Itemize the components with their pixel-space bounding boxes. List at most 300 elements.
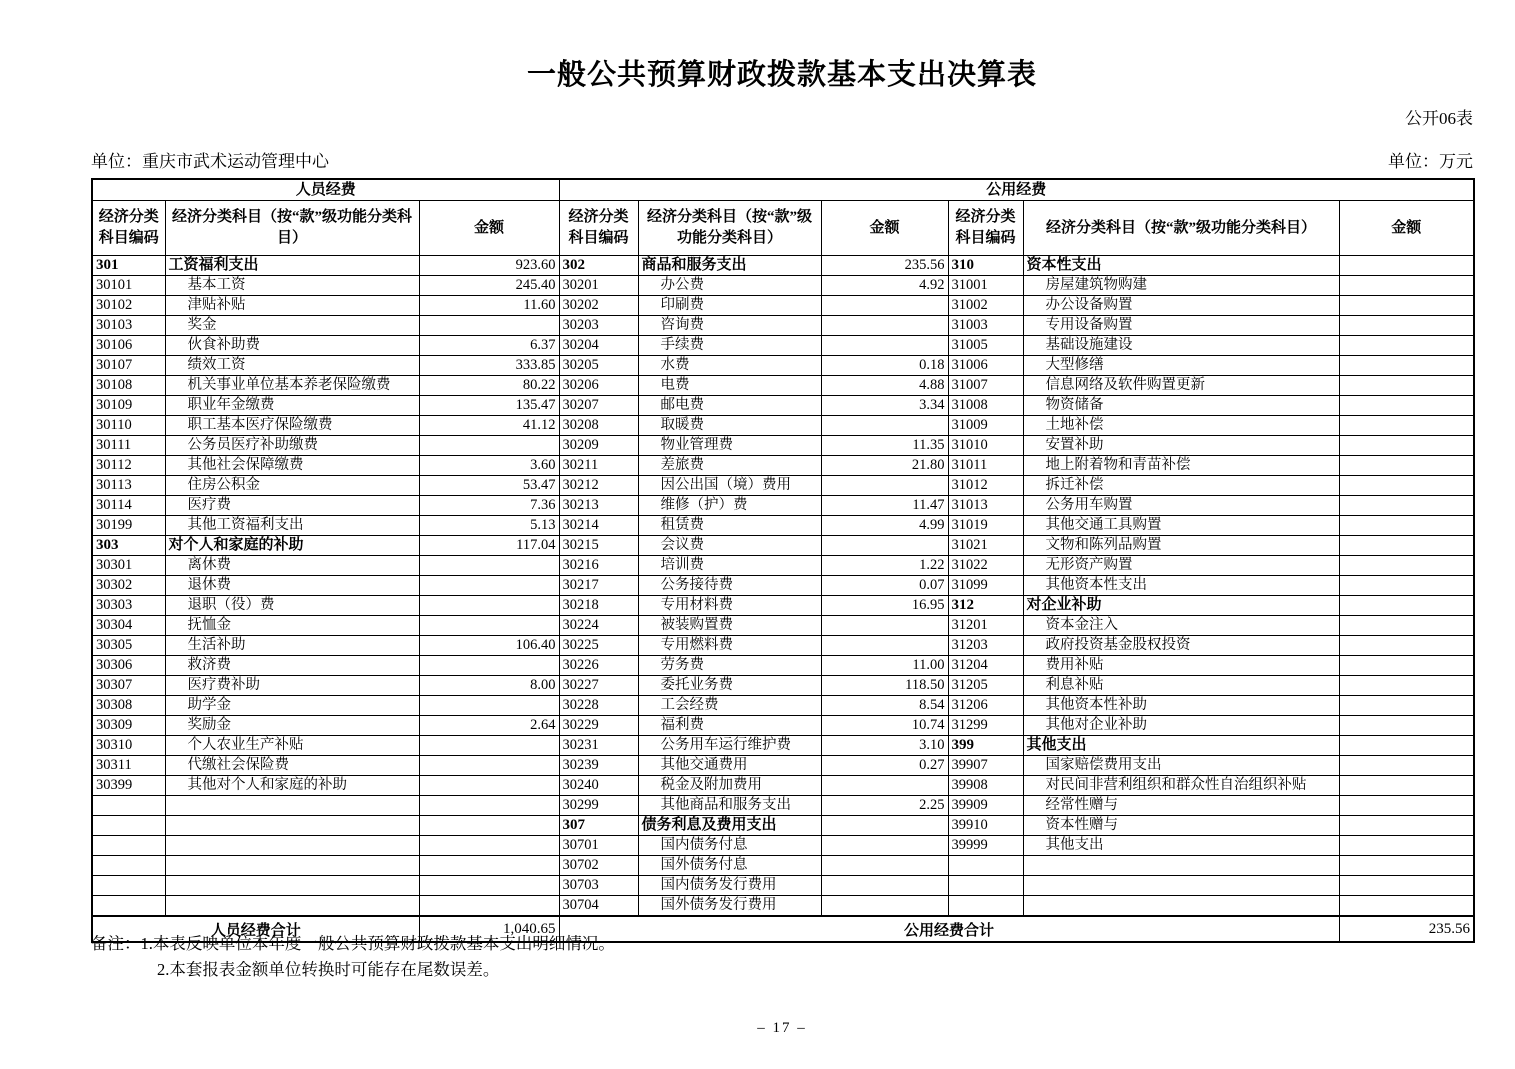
- amount-cell: 6.37: [419, 336, 559, 356]
- subject-cell: 资本性支出: [1023, 256, 1339, 276]
- code-cell: 30112: [92, 456, 165, 476]
- subject-cell: 个人农业生产补贴: [165, 736, 419, 756]
- subject-cell: 地上附着物和青苗补偿: [1023, 456, 1339, 476]
- amount-cell: [1339, 796, 1474, 816]
- subject-cell: 差旅费: [638, 456, 821, 476]
- subject-cell: [165, 816, 419, 836]
- amount-cell: [821, 776, 948, 796]
- amount-cell: [1339, 556, 1474, 576]
- amount-cell: [419, 856, 559, 876]
- code-cell: 30704: [559, 896, 638, 917]
- subject-cell: 其他交通费用: [638, 756, 821, 776]
- code-cell: 31012: [948, 476, 1023, 496]
- subject-cell: 对企业补助: [1023, 596, 1339, 616]
- subject-cell: 利息补贴: [1023, 676, 1339, 696]
- subject-cell: 费用补贴: [1023, 656, 1339, 676]
- subject-cell: 商品和服务支出: [638, 256, 821, 276]
- subject-cell: 公务用车购置: [1023, 496, 1339, 516]
- code-cell: 31022: [948, 556, 1023, 576]
- amount-cell: [1339, 756, 1474, 776]
- code-cell: 30305: [92, 636, 165, 656]
- table-row: [92, 796, 1474, 816]
- subject-cell: 职业年金缴费: [165, 396, 419, 416]
- col-header-code-1: 经济分类科目编码: [92, 201, 165, 256]
- subject-cell: 国外债务发行费用: [638, 896, 821, 917]
- subject-cell: 奖励金: [165, 716, 419, 736]
- code-cell: 31203: [948, 636, 1023, 656]
- subject-cell: 抚恤金: [165, 616, 419, 636]
- subject-cell: 办公设备购置: [1023, 296, 1339, 316]
- amount-cell: [419, 816, 559, 836]
- table-row: [92, 636, 1474, 656]
- code-cell: 30106: [92, 336, 165, 356]
- amount-cell: [419, 736, 559, 756]
- code-cell: 30215: [559, 536, 638, 556]
- col-header-amount-2: 金额: [821, 201, 948, 256]
- table-row: [92, 696, 1474, 716]
- amount-cell: [1339, 536, 1474, 556]
- subject-cell: 基础设施建设: [1023, 336, 1339, 356]
- subject-cell: 救济费: [165, 656, 419, 676]
- table-header: [92, 179, 1474, 256]
- subject-cell: 其他资本性补助: [1023, 696, 1339, 716]
- subject-cell: 其他交通工具购置: [1023, 516, 1339, 536]
- subject-cell: 物业管理费: [638, 436, 821, 456]
- code-cell: 30310: [92, 736, 165, 756]
- code-cell: 30217: [559, 576, 638, 596]
- amount-cell: 5.13: [419, 516, 559, 536]
- amount-cell: [1339, 876, 1474, 896]
- code-cell: 39999: [948, 836, 1023, 856]
- subject-cell: 公务员医疗补助缴费: [165, 436, 419, 456]
- code-cell: 30225: [559, 636, 638, 656]
- subject-cell: 对民间非营利组织和群众性自治组织补贴: [1023, 776, 1339, 796]
- amount-cell: 118.50: [821, 676, 948, 696]
- subject-cell: 其他社会保障缴费: [165, 456, 419, 476]
- subject-cell: [165, 876, 419, 896]
- table-row: [92, 616, 1474, 636]
- unit-name: 单位：重庆市武术运动管理中心: [91, 152, 329, 171]
- table-row: [92, 376, 1474, 396]
- code-cell: 30303: [92, 596, 165, 616]
- subject-cell: 办公费: [638, 276, 821, 296]
- code-cell: 30109: [92, 396, 165, 416]
- code-cell: 30103: [92, 316, 165, 336]
- table-row: [92, 736, 1474, 756]
- code-cell: 30101: [92, 276, 165, 296]
- amount-cell: [1339, 736, 1474, 756]
- amount-cell: [419, 796, 559, 816]
- code-cell: 30309: [92, 716, 165, 736]
- subject-cell: 其他支出: [1023, 836, 1339, 856]
- subject-cell: 退职（役）费: [165, 596, 419, 616]
- note-line-1: [91, 931, 615, 957]
- table-row: [92, 556, 1474, 576]
- subject-cell: 国外债务付息: [638, 856, 821, 876]
- amount-cell: 1.22: [821, 556, 948, 576]
- table-row: [92, 296, 1474, 316]
- table-row: [92, 256, 1474, 276]
- subject-cell: 国家赔偿费用支出: [1023, 756, 1339, 776]
- code-cell: 31204: [948, 656, 1023, 676]
- code-cell: 31005: [948, 336, 1023, 356]
- amount-cell: 4.99: [821, 516, 948, 536]
- code-cell: 30229: [559, 716, 638, 736]
- code-cell: 30114: [92, 496, 165, 516]
- amount-cell: [1339, 696, 1474, 716]
- subject-cell: 水费: [638, 356, 821, 376]
- subject-cell: 被装购置费: [638, 616, 821, 636]
- code-cell: 30113: [92, 476, 165, 496]
- col-header-subject-3: 经济分类科目（按“款”级功能分类科目）: [1023, 201, 1339, 256]
- group-header-personnel: 人员经费: [92, 179, 559, 201]
- amount-cell: [821, 856, 948, 876]
- amount-cell: [821, 816, 948, 836]
- expenditure-table-wrap: [91, 178, 1475, 943]
- subject-cell: 生活补助: [165, 636, 419, 656]
- amount-cell: 11.47: [821, 496, 948, 516]
- subject-cell: 拆迁补偿: [1023, 476, 1339, 496]
- subject-cell: 国内债务付息: [638, 836, 821, 856]
- code-cell: 30206: [559, 376, 638, 396]
- code-cell: 31021: [948, 536, 1023, 556]
- personnel-total-amount: 1,040.65: [419, 916, 559, 942]
- table-body: [92, 256, 1474, 917]
- subject-cell: 公务接待费: [638, 576, 821, 596]
- subject-cell: 其他商品和服务支出: [638, 796, 821, 816]
- code-cell: 31205: [948, 676, 1023, 696]
- code-cell: 30108: [92, 376, 165, 396]
- amount-cell: [419, 896, 559, 917]
- subject-cell: 医疗费: [165, 496, 419, 516]
- code-cell: 30239: [559, 756, 638, 776]
- subject-cell: 因公出国（境）费用: [638, 476, 821, 496]
- code-cell: 39907: [948, 756, 1023, 776]
- subject-cell: 机关事业单位基本养老保险缴费: [165, 376, 419, 396]
- code-cell: [92, 876, 165, 896]
- subject-cell: 职工基本医疗保险缴费: [165, 416, 419, 436]
- amount-cell: [821, 416, 948, 436]
- code-cell: 30203: [559, 316, 638, 336]
- table-row: [92, 816, 1474, 836]
- amount-cell: [1339, 356, 1474, 376]
- notes-label: 备注：: [91, 934, 141, 953]
- amount-cell: [1339, 416, 1474, 436]
- col-header-amount-1: 金额: [419, 201, 559, 256]
- table-row: [92, 676, 1474, 696]
- amount-cell: 333.85: [419, 356, 559, 376]
- amount-cell: 106.40: [419, 636, 559, 656]
- code-cell: 31009: [948, 416, 1023, 436]
- table-row: [92, 336, 1474, 356]
- code-cell: 39909: [948, 796, 1023, 816]
- amount-cell: [1339, 396, 1474, 416]
- code-cell: 310: [948, 256, 1023, 276]
- subject-cell: [165, 856, 419, 876]
- code-cell: [92, 796, 165, 816]
- table-row: [92, 856, 1474, 876]
- amount-cell: 245.40: [419, 276, 559, 296]
- code-cell: 30308: [92, 696, 165, 716]
- code-cell: 39910: [948, 816, 1023, 836]
- amount-cell: 2.25: [821, 796, 948, 816]
- amount-cell: [1339, 656, 1474, 676]
- amount-cell: [1339, 576, 1474, 596]
- code-cell: 30399: [92, 776, 165, 796]
- amount-cell: [419, 876, 559, 896]
- amount-cell: [821, 476, 948, 496]
- amount-cell: 11.60: [419, 296, 559, 316]
- amount-cell: [1339, 676, 1474, 696]
- subject-cell: 维修（护）费: [638, 496, 821, 516]
- subject-cell: 住房公积金: [165, 476, 419, 496]
- code-cell: 39908: [948, 776, 1023, 796]
- code-cell: 30111: [92, 436, 165, 456]
- subject-cell: 大型修缮: [1023, 356, 1339, 376]
- amount-cell: 0.07: [821, 576, 948, 596]
- code-cell: 31299: [948, 716, 1023, 736]
- code-cell: 31206: [948, 696, 1023, 716]
- code-cell: [92, 896, 165, 917]
- amount-cell: [1339, 296, 1474, 316]
- page-number: – 17 –: [757, 1020, 807, 1036]
- subject-cell: [1023, 876, 1339, 896]
- notes: [91, 931, 615, 983]
- table-row: [92, 496, 1474, 516]
- subject-cell: 资本性赠与: [1023, 816, 1339, 836]
- subject-cell: 信息网络及软件购置更新: [1023, 376, 1339, 396]
- amount-cell: [821, 836, 948, 856]
- amount-cell: 11.35: [821, 436, 948, 456]
- subject-cell: 土地补偿: [1023, 416, 1339, 436]
- code-cell: [948, 856, 1023, 876]
- code-cell: 30211: [559, 456, 638, 476]
- unit-row: [91, 147, 1473, 172]
- unit-currency: 单位：万元: [1388, 152, 1473, 171]
- amount-cell: 3.60: [419, 456, 559, 476]
- code-cell: 30703: [559, 876, 638, 896]
- code-cell: 31006: [948, 356, 1023, 376]
- code-cell: 30226: [559, 656, 638, 676]
- subject-cell: 经常性赠与: [1023, 796, 1339, 816]
- subject-cell: 基本工资: [165, 276, 419, 296]
- code-cell: 31013: [948, 496, 1023, 516]
- col-header-subject-1: 经济分类科目（按“款”级功能分类科目）: [165, 201, 419, 256]
- amount-cell: 923.60: [419, 256, 559, 276]
- code-cell: 312: [948, 596, 1023, 616]
- amount-cell: 117.04: [419, 536, 559, 556]
- amount-cell: [1339, 256, 1474, 276]
- form-number: 公开06表: [1405, 109, 1473, 128]
- subject-cell: [165, 796, 419, 816]
- code-cell: 31003: [948, 316, 1023, 336]
- group-header-row: [92, 179, 1474, 201]
- amount-cell: [821, 536, 948, 556]
- col-header-subject-2: 经济分类科目（按“款”级功能分类科目）: [638, 201, 821, 256]
- subject-cell: 物资储备: [1023, 396, 1339, 416]
- column-header-row: [92, 201, 1474, 256]
- code-cell: 31099: [948, 576, 1023, 596]
- code-cell: 399: [948, 736, 1023, 756]
- table-row: [92, 456, 1474, 476]
- amount-cell: 21.80: [821, 456, 948, 476]
- subject-cell: 培训费: [638, 556, 821, 576]
- group-header-public: 公用经费: [559, 179, 1474, 201]
- amount-cell: [1339, 276, 1474, 296]
- subject-cell: 其他对企业补助: [1023, 716, 1339, 736]
- amount-cell: [1339, 776, 1474, 796]
- amount-cell: 0.27: [821, 756, 948, 776]
- code-cell: 30205: [559, 356, 638, 376]
- code-cell: 30240: [559, 776, 638, 796]
- table-row: [92, 896, 1474, 917]
- col-header-code-2: 经济分类科目编码: [559, 201, 638, 256]
- col-header-code-3: 经济分类科目编码: [948, 201, 1023, 256]
- code-cell: 31007: [948, 376, 1023, 396]
- code-cell: 30201: [559, 276, 638, 296]
- amount-cell: 4.88: [821, 376, 948, 396]
- subject-cell: 债务利息及费用支出: [638, 816, 821, 836]
- subject-cell: 国内债务发行费用: [638, 876, 821, 896]
- table-row: [92, 356, 1474, 376]
- subject-cell: 安置补助: [1023, 436, 1339, 456]
- subject-cell: 离休费: [165, 556, 419, 576]
- note-line-2: [91, 957, 615, 983]
- amount-cell: [1339, 516, 1474, 536]
- table-row: [92, 476, 1474, 496]
- amount-cell: [821, 616, 948, 636]
- code-cell: 30212: [559, 476, 638, 496]
- code-cell: 30304: [92, 616, 165, 636]
- code-cell: [948, 896, 1023, 917]
- amount-cell: [419, 556, 559, 576]
- table-row: [92, 656, 1474, 676]
- code-cell: 30301: [92, 556, 165, 576]
- code-cell: 31010: [948, 436, 1023, 456]
- subject-cell: 福利费: [638, 716, 821, 736]
- table-row: [92, 436, 1474, 456]
- amount-cell: [1339, 496, 1474, 516]
- subject-cell: 租赁费: [638, 516, 821, 536]
- amount-cell: [1339, 896, 1474, 917]
- code-cell: 30227: [559, 676, 638, 696]
- code-cell: 30302: [92, 576, 165, 596]
- subject-cell: 委托业务费: [638, 676, 821, 696]
- code-cell: 31002: [948, 296, 1023, 316]
- amount-cell: [1339, 816, 1474, 836]
- amount-cell: 3.10: [821, 736, 948, 756]
- table-row: [92, 876, 1474, 896]
- amount-cell: 235.56: [821, 256, 948, 276]
- subject-cell: 房屋建筑物购建: [1023, 276, 1339, 296]
- subject-cell: 咨询费: [638, 316, 821, 336]
- subject-cell: 邮电费: [638, 396, 821, 416]
- code-cell: 30218: [559, 596, 638, 616]
- code-cell: 30307: [92, 676, 165, 696]
- amount-cell: [1339, 456, 1474, 476]
- amount-cell: [821, 316, 948, 336]
- table-row: [92, 756, 1474, 776]
- table-row: [92, 536, 1474, 556]
- code-cell: 30209: [559, 436, 638, 456]
- code-cell: 30107: [92, 356, 165, 376]
- amount-cell: [1339, 376, 1474, 396]
- subject-cell: 公务用车运行维护费: [638, 736, 821, 756]
- code-cell: 30199: [92, 516, 165, 536]
- subject-cell: 奖金: [165, 316, 419, 336]
- subject-cell: 退休费: [165, 576, 419, 596]
- code-cell: 30306: [92, 656, 165, 676]
- amount-cell: [419, 756, 559, 776]
- table-row: [92, 516, 1474, 536]
- code-cell: 30228: [559, 696, 638, 716]
- amount-cell: [419, 436, 559, 456]
- subject-cell: 税金及附加费用: [638, 776, 821, 796]
- amount-cell: 3.34: [821, 396, 948, 416]
- amount-cell: 53.47: [419, 476, 559, 496]
- subject-cell: 津贴补贴: [165, 296, 419, 316]
- subject-cell: 医疗费补助: [165, 676, 419, 696]
- subject-cell: 伙食补助费: [165, 336, 419, 356]
- code-cell: 30216: [559, 556, 638, 576]
- amount-cell: 8.00: [419, 676, 559, 696]
- code-cell: 307: [559, 816, 638, 836]
- subject-cell: 工资福利支出: [165, 256, 419, 276]
- code-cell: 30102: [92, 296, 165, 316]
- subject-cell: 资本金注入: [1023, 616, 1339, 636]
- table-row: [92, 836, 1474, 856]
- subject-cell: 对个人和家庭的补助: [165, 536, 419, 556]
- amount-cell: 16.95: [821, 596, 948, 616]
- amount-cell: [419, 576, 559, 596]
- col-header-amount-3: 金额: [1339, 201, 1474, 256]
- code-cell: 31008: [948, 396, 1023, 416]
- code-cell: 30207: [559, 396, 638, 416]
- amount-cell: [419, 316, 559, 336]
- code-cell: 30231: [559, 736, 638, 756]
- code-cell: 30224: [559, 616, 638, 636]
- public-total-label: 公用经费合计: [559, 916, 1339, 942]
- amount-cell: 2.64: [419, 716, 559, 736]
- subject-cell: [1023, 856, 1339, 876]
- amount-cell: [1339, 476, 1474, 496]
- amount-cell: 7.36: [419, 496, 559, 516]
- code-cell: [92, 856, 165, 876]
- code-cell: 30213: [559, 496, 638, 516]
- table-row: [92, 596, 1474, 616]
- amount-cell: 10.74: [821, 716, 948, 736]
- code-cell: 30204: [559, 336, 638, 356]
- subject-cell: 其他对个人和家庭的补助: [165, 776, 419, 796]
- code-cell: [92, 816, 165, 836]
- subject-cell: 其他工资福利支出: [165, 516, 419, 536]
- subject-cell: 专用燃料费: [638, 636, 821, 656]
- subject-cell: 取暖费: [638, 416, 821, 436]
- code-cell: 31001: [948, 276, 1023, 296]
- code-cell: 30701: [559, 836, 638, 856]
- table-row: [92, 576, 1474, 596]
- amount-cell: [821, 636, 948, 656]
- amount-cell: [419, 776, 559, 796]
- amount-cell: [1339, 856, 1474, 876]
- subject-cell: 文物和陈列品购置: [1023, 536, 1339, 556]
- table-row: [92, 276, 1474, 296]
- table-row: [92, 716, 1474, 736]
- amount-cell: [419, 836, 559, 856]
- amount-cell: 8.54: [821, 696, 948, 716]
- subject-cell: 其他资本性支出: [1023, 576, 1339, 596]
- amount-cell: [821, 896, 948, 917]
